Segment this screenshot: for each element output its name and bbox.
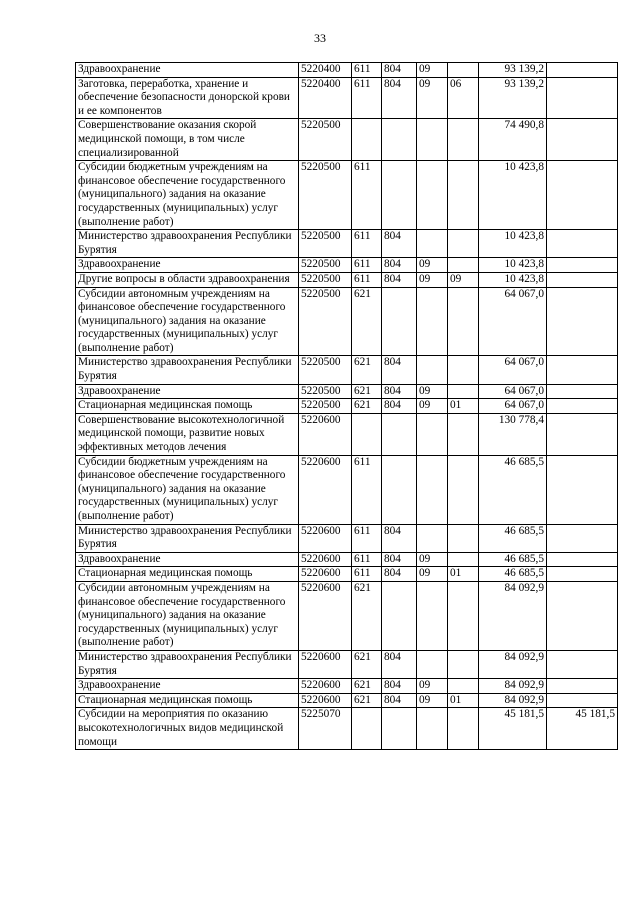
page-number: 33 [314,31,326,45]
expense-type-cell: 611 [352,230,382,258]
federal-amount-cell [547,524,618,552]
section-cell: 09 [417,399,448,414]
budget-table-body [76,63,618,750]
table-row [76,161,618,230]
table-row [76,693,618,708]
subsection-cell [448,679,479,694]
table-row [76,455,618,524]
row-name-cell: Здравоохранение [76,552,299,567]
department-code-cell [382,455,417,524]
expense-type-cell [352,413,382,455]
subsection-cell: 01 [448,693,479,708]
row-name-cell: Министерство здравоохранения Республики Бурятия [76,230,299,258]
federal-amount-cell [547,272,618,287]
expense-type-cell: 621 [352,399,382,414]
section-cell: 09 [417,63,448,78]
expense-type-cell: 611 [352,567,382,582]
expense-type-cell: 611 [352,524,382,552]
target-code-cell: 5220500 [299,399,352,414]
department-code-cell [382,708,417,750]
expense-type-cell: 621 [352,650,382,678]
department-code-cell: 804 [382,63,417,78]
section-cell: 09 [417,384,448,399]
amount-cell: 64 067,0 [479,399,547,414]
subsection-cell: 01 [448,567,479,582]
department-code-cell [382,581,417,650]
amount-cell: 10 423,8 [479,272,547,287]
target-code-cell: 5220600 [299,524,352,552]
target-code-cell: 5220400 [299,77,352,119]
section-cell [417,161,448,230]
table-row [76,230,618,258]
subsection-cell [448,63,479,78]
target-code-cell: 5220600 [299,552,352,567]
section-cell: 09 [417,679,448,694]
section-cell [417,413,448,455]
federal-amount-cell [547,77,618,119]
row-name-cell: Субсидии на мероприятия по оказанию высокотехнологичных видов медицинской помощи [76,708,299,750]
section-cell [417,230,448,258]
expense-type-cell: 611 [352,258,382,273]
table-row [76,356,618,384]
amount-cell: 10 423,8 [479,230,547,258]
row-name-cell: Здравоохранение [76,384,299,399]
federal-amount-cell [547,455,618,524]
expense-type-cell [352,119,382,161]
section-cell: 09 [417,552,448,567]
expense-type-cell: 621 [352,679,382,694]
section-cell [417,650,448,678]
section-cell [417,708,448,750]
row-name-cell: Стационарная медицинская помощь [76,693,299,708]
table-row [76,63,618,78]
expense-type-cell: 611 [352,455,382,524]
section-cell: 09 [417,272,448,287]
section-cell [417,581,448,650]
department-code-cell [382,119,417,161]
row-name-cell: Субсидии бюджетным учреждениям на финансовое обеспечение государственного (муниципального) задания на оказание государственных (муниципальных) услуг (выполнение работ) [76,161,299,230]
target-code-cell: 5220600 [299,679,352,694]
federal-amount-cell [547,356,618,384]
row-name-cell: Субсидии автономным учреждениям на финансовое обеспечение государственного (муниципального) задания на оказание государственных (муниципальных) услуг (выполнение работ) [76,581,299,650]
amount-cell: 93 139,2 [479,77,547,119]
table-row [76,119,618,161]
expense-type-cell: 611 [352,63,382,78]
federal-amount-cell [547,581,618,650]
amount-cell: 45 181,5 [479,708,547,750]
section-cell [417,455,448,524]
department-code-cell: 804 [382,650,417,678]
row-name-cell: Субсидии автономным учреждениям на финансовое обеспечение государственного (муниципального) задания на оказание государственных (муниципальных) услуг (выполнение работ) [76,287,299,356]
table-row [76,650,618,678]
federal-amount-cell [547,119,618,161]
subsection-cell: 09 [448,272,479,287]
subsection-cell [448,287,479,356]
expense-type-cell: 621 [352,287,382,356]
target-code-cell: 5220600 [299,650,352,678]
subsection-cell [448,524,479,552]
table-row [76,413,618,455]
federal-amount-cell [547,384,618,399]
target-code-cell: 5220500 [299,272,352,287]
federal-amount-cell [547,230,618,258]
department-code-cell: 804 [382,679,417,694]
department-code-cell [382,287,417,356]
table-row [76,708,618,750]
subsection-cell [448,119,479,161]
expense-type-cell: 611 [352,77,382,119]
table-row [76,399,618,414]
target-code-cell: 5220400 [299,63,352,78]
row-name-cell: Министерство здравоохранения Республики Бурятия [76,650,299,678]
table-row [76,77,618,119]
row-name-cell: Совершенствование высокотехнологичной медицинской помощи, развитие новых эффективных методов лечения [76,413,299,455]
section-cell: 09 [417,567,448,582]
section-cell [417,119,448,161]
row-name-cell: Здравоохранение [76,679,299,694]
subsection-cell [448,161,479,230]
amount-cell: 64 067,0 [479,384,547,399]
table-row [76,272,618,287]
section-cell: 09 [417,693,448,708]
department-code-cell: 804 [382,356,417,384]
department-code-cell: 804 [382,524,417,552]
federal-amount-cell [547,258,618,273]
federal-amount-cell [547,552,618,567]
federal-amount-cell [547,567,618,582]
table-row [76,524,618,552]
subsection-cell [448,650,479,678]
amount-cell: 84 092,9 [479,650,547,678]
subsection-cell [448,455,479,524]
row-name-cell: Другие вопросы в области здравоохранения [76,272,299,287]
amount-cell: 93 139,2 [479,63,547,78]
row-name-cell: Стационарная медицинская помощь [76,399,299,414]
subsection-cell: 01 [448,399,479,414]
amount-cell: 84 092,9 [479,679,547,694]
target-code-cell: 5220500 [299,119,352,161]
target-code-cell: 5220600 [299,567,352,582]
table-row [76,258,618,273]
budget-table [75,62,618,750]
expense-type-cell [352,708,382,750]
department-code-cell: 804 [382,384,417,399]
section-cell [417,524,448,552]
section-cell [417,356,448,384]
department-code-cell: 804 [382,552,417,567]
department-code-cell: 804 [382,258,417,273]
subsection-cell [448,708,479,750]
expense-type-cell: 621 [352,581,382,650]
target-code-cell: 5220500 [299,258,352,273]
row-name-cell: Здравоохранение [76,63,299,78]
row-name-cell: Министерство здравоохранения Республики Бурятия [76,524,299,552]
department-code-cell [382,413,417,455]
federal-amount-cell [547,63,618,78]
table-row [76,581,618,650]
department-code-cell [382,161,417,230]
expense-type-cell: 611 [352,552,382,567]
row-name-cell: Субсидии бюджетным учреждениям на финансовое обеспечение государственного (муниципального) задания на оказание государственных (муниципальных) услуг (выполнение работ) [76,455,299,524]
federal-amount-cell [547,287,618,356]
expense-type-cell: 611 [352,272,382,287]
table-row [76,384,618,399]
department-code-cell: 804 [382,693,417,708]
department-code-cell: 804 [382,567,417,582]
federal-amount-cell [547,693,618,708]
table-row [76,567,618,582]
department-code-cell: 804 [382,399,417,414]
expense-type-cell: 611 [352,161,382,230]
amount-cell: 84 092,9 [479,581,547,650]
expense-type-cell: 621 [352,384,382,399]
section-cell: 09 [417,258,448,273]
department-code-cell: 804 [382,77,417,119]
target-code-cell: 5220500 [299,230,352,258]
federal-amount-cell [547,679,618,694]
target-code-cell: 5220500 [299,384,352,399]
section-cell [417,287,448,356]
target-code-cell: 5225070 [299,708,352,750]
amount-cell: 46 685,5 [479,567,547,582]
target-code-cell: 5220500 [299,161,352,230]
row-name-cell: Стационарная медицинская помощь [76,567,299,582]
subsection-cell [448,413,479,455]
subsection-cell [448,356,479,384]
department-code-cell: 804 [382,272,417,287]
federal-amount-cell [547,650,618,678]
row-name-cell: Заготовка, переработка, хранение и обеспечение безопасности донорской крови и ее компонентов [76,77,299,119]
row-name-cell: Совершенствование оказания скорой медицинской помощи, в том числе специализированной [76,119,299,161]
amount-cell: 10 423,8 [479,161,547,230]
amount-cell: 46 685,5 [479,455,547,524]
target-code-cell: 5220500 [299,287,352,356]
section-cell: 09 [417,77,448,119]
federal-amount-cell [547,161,618,230]
federal-amount-cell [547,413,618,455]
federal-amount-cell [547,399,618,414]
target-code-cell: 5220600 [299,455,352,524]
target-code-cell: 5220500 [299,356,352,384]
subsection-cell [448,258,479,273]
amount-cell: 46 685,5 [479,552,547,567]
row-name-cell: Министерство здравоохранения Республики Бурятия [76,356,299,384]
amount-cell: 10 423,8 [479,258,547,273]
amount-cell: 46 685,5 [479,524,547,552]
row-name-cell: Здравоохранение [76,258,299,273]
amount-cell: 130 778,4 [479,413,547,455]
subsection-cell [448,230,479,258]
table-row [76,287,618,356]
subsection-cell: 06 [448,77,479,119]
target-code-cell: 5220600 [299,693,352,708]
department-code-cell: 804 [382,230,417,258]
table-row [76,679,618,694]
subsection-cell [448,384,479,399]
expense-type-cell: 621 [352,693,382,708]
federal-amount-cell: 45 181,5 [547,708,618,750]
amount-cell: 84 092,9 [479,693,547,708]
table-row [76,552,618,567]
subsection-cell [448,581,479,650]
amount-cell: 64 067,0 [479,356,547,384]
target-code-cell: 5220600 [299,581,352,650]
subsection-cell [448,552,479,567]
expense-type-cell: 621 [352,356,382,384]
target-code-cell: 5220600 [299,413,352,455]
amount-cell: 74 490,8 [479,119,547,161]
amount-cell: 64 067,0 [479,287,547,356]
